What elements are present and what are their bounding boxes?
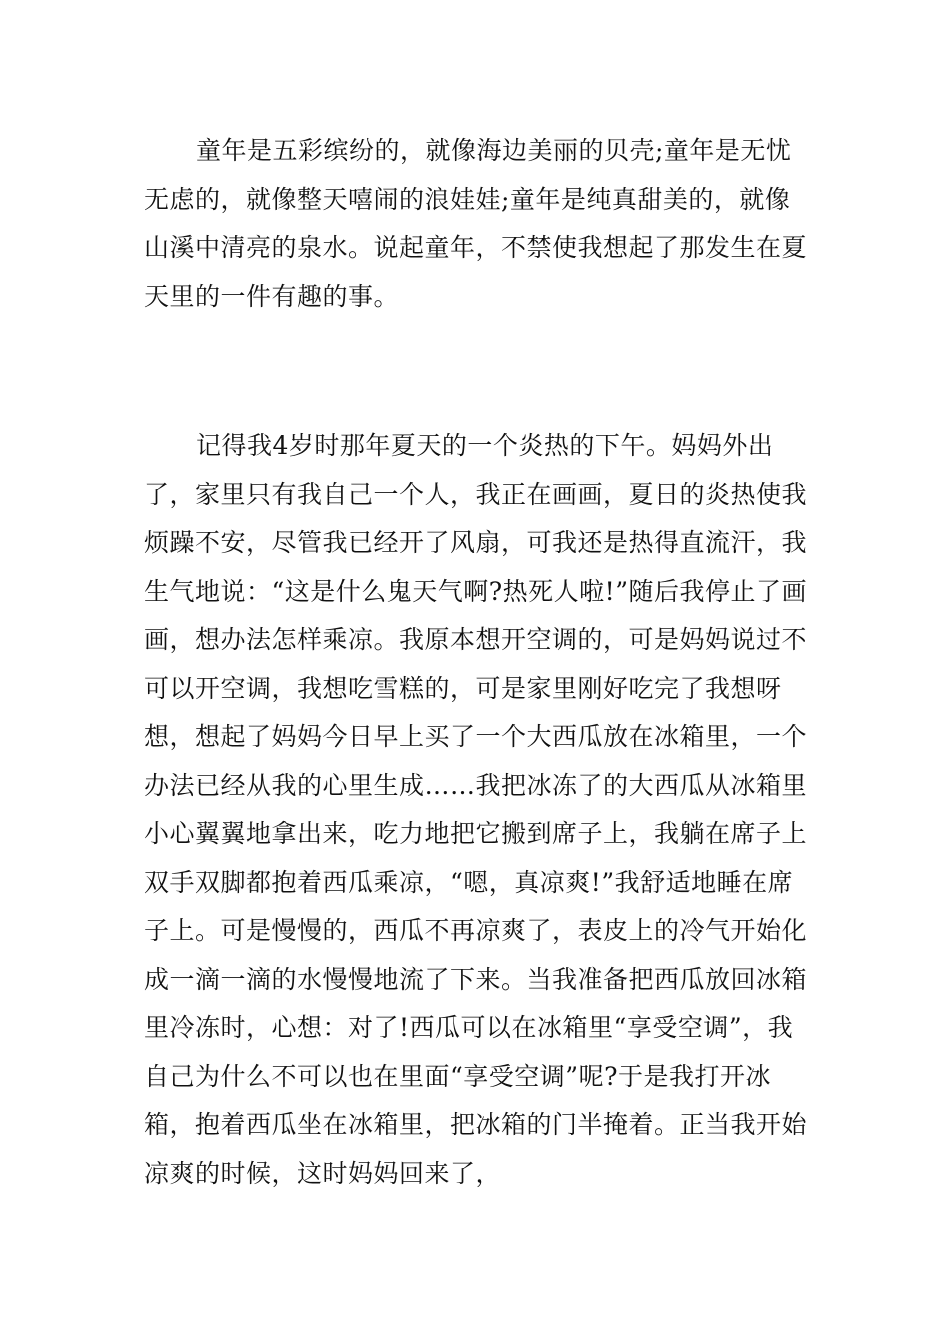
paragraph-story: 记得我4岁时那年夏天的一个炎热的下午。妈妈外出了，家里只有我自己一个人，我正在画画，夏日的炎热使我烦躁不安，尽管我已经开了风扇，可我还是热得直流汗，我生气地说：“这是什么鬼天气啊?热死人啦!”随后我停止了画画，想办法怎样乘凉。我原本想开空调的，可是妈妈说过不可以开空调，我想吃雪糕的，可是家里刚好吃完了我想呀想，想起了妈妈今日早上买了一个大西瓜放在冰箱里，一个办法已经从我的心里生成……我把冰冻了的大西瓜从冰箱里小心翼翼地拿出来，吃力地把它搬到席子上，我躺在席子上双手双脚都抱着西瓜乘凉，“嗯，真凉爽!”我舒适地睡在席子上。可是慢慢的，西瓜不再凉爽了，表皮上的冷气开始化成一滴一滴的水慢慢地流了下来。当我准备把西瓜放回冰箱里冷冻时，心想：对了!西瓜可以在冰箱里“享受空调”，我自己为什么不可以也在里面“享受空调”呢?于是我打开冰箱，抱着西瓜坐在冰箱里，把冰箱的门半掩着。正当我开始凉爽的时候，这时妈妈回来了， bbox=[144, 431, 808, 1188]
paragraph-intro: 童年是五彩缤纷的，就像海边美丽的贝壳;童年是无忧无虑的，就像整天嘻闹的浪娃娃;童年是纯真甜美的，就像山溪中清亮的泉水。说起童年，不禁使我想起了那发生在夏天里的一件有趣的事。 bbox=[144, 136, 808, 311]
